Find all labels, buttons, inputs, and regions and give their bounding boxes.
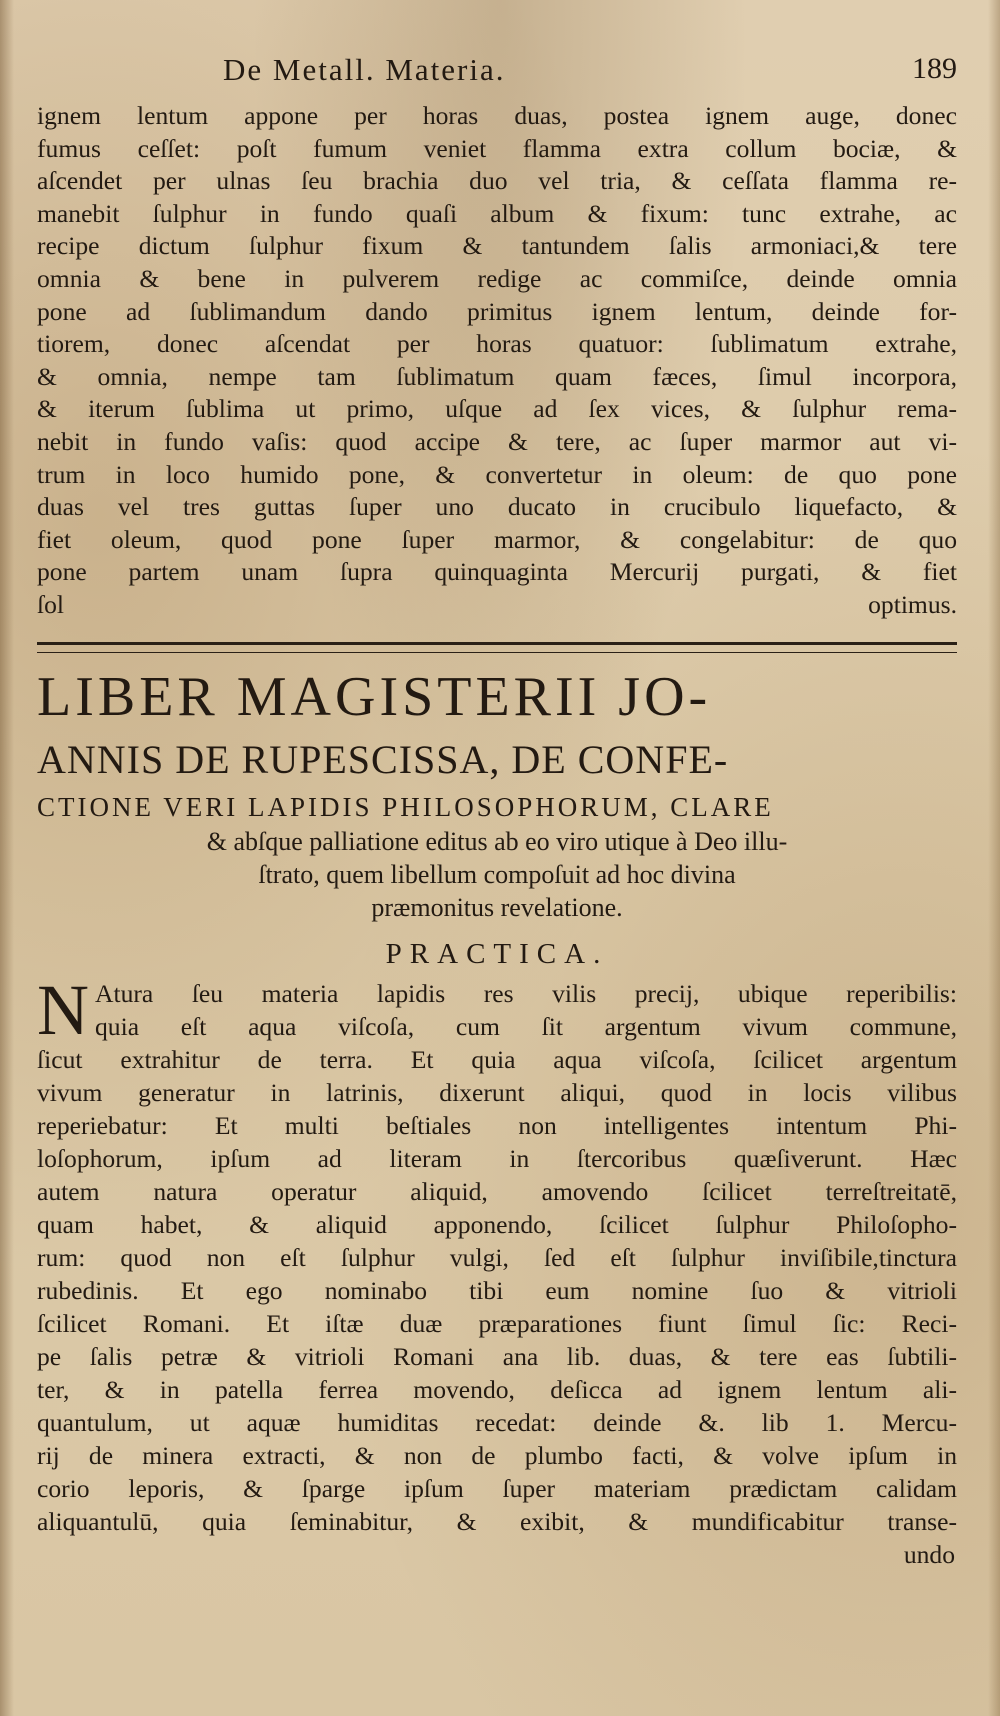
text-line: quia eſt aqua viſcoſa, cum ſit argentum vivum commune, bbox=[95, 1011, 957, 1041]
text-line: pone partem unam ſupra quinquaginta Mercurij purgati, & fiet bbox=[37, 557, 957, 587]
text-line: Atura ſeu materia lapidis res vilis precij, ubique reperibilis: bbox=[95, 978, 957, 1008]
text-line: aſcendet per ulnas ſeu brachia duo vel tria, & ceſſata flamma re- bbox=[37, 166, 957, 196]
section-heading: PRACTICA. bbox=[385, 937, 609, 970]
text-line: & iterum ſublima ut primo, uſque ad ſex vices, & ſulphur rema- bbox=[37, 394, 957, 424]
book-page bbox=[37, 52, 957, 1571]
body-paragraph bbox=[37, 969, 957, 1571]
text-line: vivum generatur in latrinis, dixerunt aliqui, quod in locis vilibus bbox=[37, 1077, 957, 1107]
page-number: 189 bbox=[912, 52, 957, 85]
page-left-edge-shadow bbox=[0, 0, 14, 1716]
text-line: autem natura operatur aliquid, amovendo ſcilicet terreſtreitatē, bbox=[37, 1176, 957, 1206]
text-line: nebit in fundo vaſis: quod accipe & tere, ac ſuper marmor aut vi- bbox=[37, 426, 957, 456]
text-line: corio leporis, & ſparge ipſum ſuper materiam prædictam calidam bbox=[37, 1473, 957, 1503]
text-line: rum: quod non eſt ſulphur vulgi, ſed eſt ſulphur inviſibile,tinctura bbox=[37, 1242, 957, 1272]
text-line: ignem lentum appone per horas duas, postea ignem auge, donec bbox=[37, 101, 957, 130]
text-line: tiorem, donec aſcendat per horas quatuor: ſublimatum extrahe, bbox=[37, 329, 957, 359]
page-right-edge-shadow bbox=[988, 0, 1000, 1716]
text-line: omnia & bene in pulverem redige ac commiſce, deinde omnia bbox=[37, 263, 957, 293]
text-line: pe ſalis petræ & vitrioli Romani ana lib. duas, & tere eas ſubtili- bbox=[37, 1341, 957, 1371]
text-line: trum in loco humido pone, & convertetur in oleum: de quo pone bbox=[37, 459, 957, 489]
chapter-title-line-5: ſtrato, quem libellum compoſuit ad hoc divina bbox=[258, 859, 736, 889]
text-line: ter, & in patella ferrea movendo, deſicca ad ignem lentum ali- bbox=[37, 1374, 957, 1404]
section-divider-rule bbox=[37, 642, 957, 653]
text-line: fiet oleum, quod pone ſuper marmor, & congelabitur: de quo bbox=[37, 524, 957, 554]
drop-cap-initial: N bbox=[37, 969, 89, 1050]
chapter-title-block bbox=[37, 663, 957, 924]
chapter-title-line-3: CTIONE VERI LAPIDIS PHILOSOPHORUM, CLARE bbox=[37, 791, 774, 822]
text-line: loſophorum, ipſum ad literam in ſtercoribus quæſiverunt. Hæc bbox=[37, 1143, 957, 1173]
text-line: ſcilicet Romani. Et iſtæ duæ præparationes fiunt ſimul ſic: Reci- bbox=[37, 1308, 957, 1338]
chapter-title-line-4: & abſque palliatione editus ab eo viro utique à Deo illu- bbox=[206, 826, 788, 856]
text-line: quam habet, & aliquid apponendo, ſcilicet ſulphur Philoſopho- bbox=[37, 1209, 957, 1239]
chapter-title-line-1: LIBER MAGISTERII JO- bbox=[37, 665, 712, 728]
text-line-last: ſol optimus. bbox=[37, 589, 957, 619]
running-head-title: De Metall. Materia. bbox=[223, 52, 506, 87]
text-line: aliquantulū, quia ſeminabitur, & exibit, & mundificabitur transe- bbox=[37, 1506, 957, 1536]
text-line: rubedinis. Et ego nominabo tibi eum nomine ſuo & vitrioli bbox=[37, 1275, 957, 1305]
text-line: duas vel tres guttas ſuper uno ducato in crucibulo liquefacto, & bbox=[37, 492, 957, 522]
running-head bbox=[37, 52, 957, 100]
text-line: fumus ceſſet: poſt fumum veniet flamma extra collum bociæ, & bbox=[37, 133, 957, 163]
catchword: undo bbox=[903, 1539, 955, 1569]
text-line: pone ad ſublimandum dando primitus ignem lentum, deinde for- bbox=[37, 296, 957, 326]
text-line: manebit ſulphur in fundo quaſi album & fixum: tunc extrahe, ac bbox=[37, 198, 957, 228]
text-line: reperiebatur: Et multi beſtiales non intelligentes intentum Phi- bbox=[37, 1110, 957, 1140]
text-line: & omnia, nempe tam ſublimatum quam fæces, ſimul incorpora, bbox=[37, 361, 957, 391]
text-line: quantulum, ut aquæ humiditas recedat: deinde &. lib 1. Mercu- bbox=[37, 1407, 957, 1437]
chapter-title-line-6: præmonitus revelatione. bbox=[371, 892, 623, 922]
text-line: ſicut extrahitur de terra. Et quia aqua viſcoſa, ſcilicet argentum bbox=[37, 1044, 957, 1074]
chapter-title-line-2: ANNIS DE RUPESCISSA, DE CONFE- bbox=[37, 736, 729, 782]
text-line: rij de minera extracti, & non de plumbo facti, & volve ipſum in bbox=[37, 1440, 957, 1470]
first-paragraph bbox=[37, 100, 957, 622]
text-line: recipe dictum ſulphur fixum & tantundem ſalis armoniaci,& tere bbox=[37, 231, 957, 261]
